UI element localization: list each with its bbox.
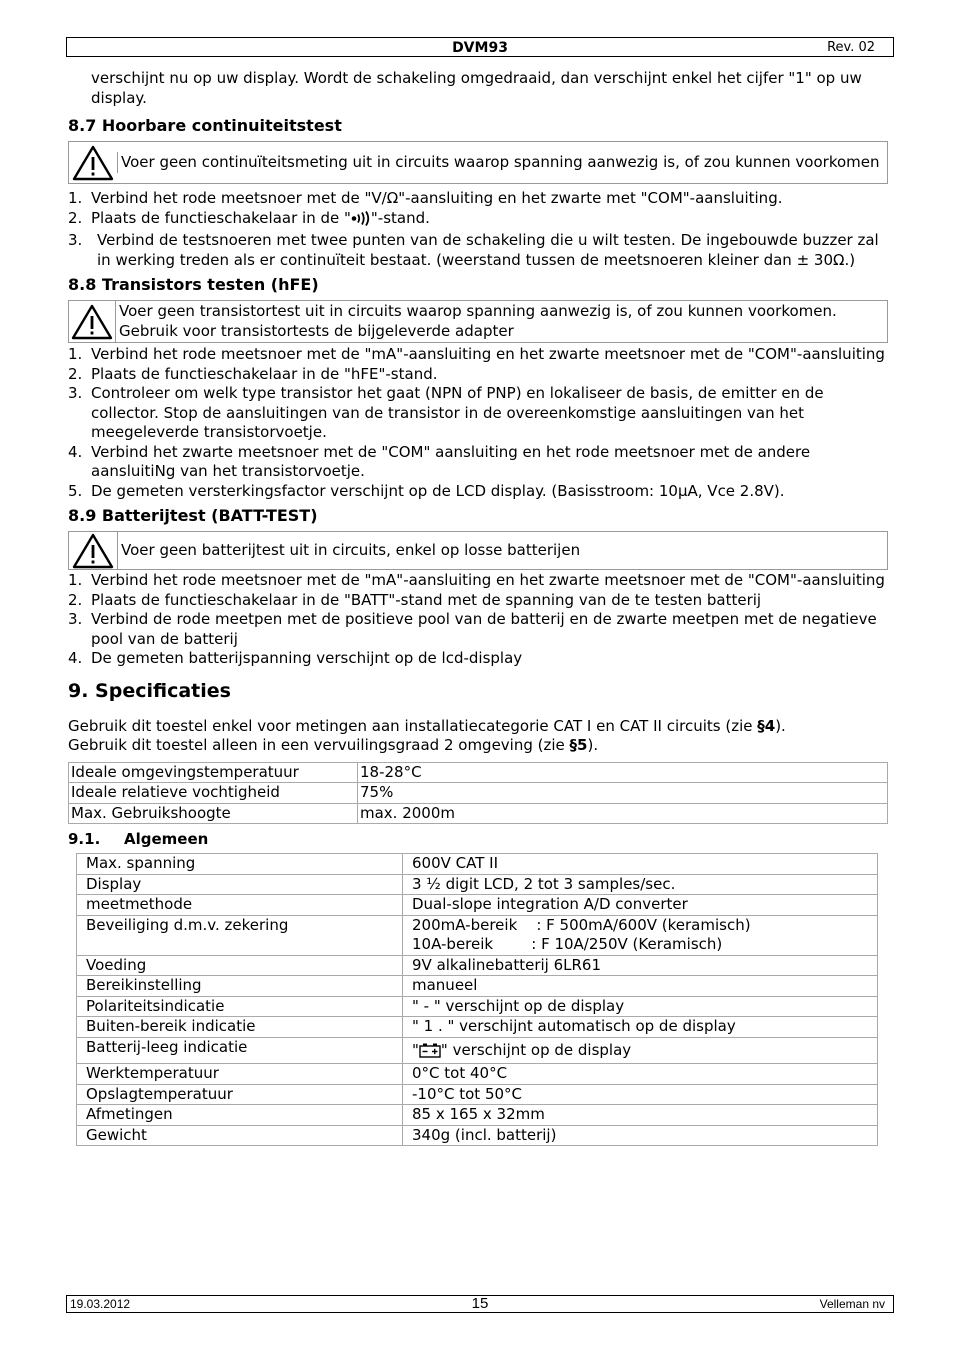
table-row [77,976,878,997]
list-item: 2. Plaats de functieschakelaar in de "BATT"-stand met de spanning van de te testen batterij [68,590,762,609]
table-row [77,955,878,976]
section-8-8-heading: 8.8 Transistors testen (hFE) [68,275,319,294]
section-8-9-heading: 8.9 Batterijtest (BATT-TEST) [68,506,318,525]
warning-triangle-icon [69,144,117,182]
spec-paragraph-2: Gebruik dit toestel alleen in een vervuilingsgraad 2 omgeving (zie §5). [68,736,599,754]
warning-box-continuity [68,141,888,184]
section-reference: §4 [757,716,776,735]
table-row [77,1017,878,1038]
table-row [77,915,878,955]
list-item: 1. Verbind het rode meetsnoer met de "V/Ω"-aansluiting en het zwarte met "COM"-aansluiting. [68,189,783,207]
table-cell: Ideale relatieve vochtigheid [69,783,358,804]
list-item: 3. Verbind de rode meetpen met de positieve pool van de batterij en de zwarte meetpen met de negatieve pool van de batterij [68,610,877,648]
table-row [69,762,888,783]
list-item: 2. Plaats de functieschakelaar in de "hFE"-stand. [68,364,438,383]
document-title: DVM93 [452,40,508,56]
table-cell: 18-28°C [358,762,888,783]
table-row [77,874,878,895]
table-cell: 75% [358,783,888,804]
footer-company: Velleman nv [819,1297,885,1311]
table-row [77,1037,878,1064]
table-cell: manueel [403,976,878,997]
table-cell: 0°C tot 40°C [403,1064,878,1085]
list-item: 2. Plaats de functieschakelaar in de " "-stand. [68,209,888,232]
table-cell: meetmethode [77,895,403,916]
continuity-steps [68,189,888,270]
table-cell: Gewicht [77,1125,403,1146]
table-cell: Voeding [77,955,403,976]
table-row [77,1084,878,1105]
list-item: 3. Controleer om welk type transistor het gaat (NPN of PNP) en lokaliseer de basis, de emitter en de collector. Stop de aansluitingen van de transistor in de overeenkomstige aansluitingen van het meegeleverde transistorvoetje. [68,384,824,441]
table-cell: Display [77,874,403,895]
table-cell: Max. Gebruikshoogte [69,803,358,824]
table-cell: Bereikinstelling [77,976,403,997]
table-cell: 9V alkalinebatterij 6LR61 [403,955,878,976]
warning-triangle-icon [69,303,115,341]
table-cell: Polariteitsindicatie [77,996,403,1017]
table-cell: 3 ½ digit LCD, 2 tot 3 samples/sec. [403,874,878,895]
page-footer [66,1295,894,1313]
list-item: 1. Verbind het rode meetsnoer met de "mA"-aansluiting en het zwarte meetsnoer met de "COM"-aansluiting [68,345,885,363]
warning-text: Voer geen transistortest uit in circuits waarop spanning aanwezig is, of zou kunnen voorkomen. Gebruik voor transistortests de bijgeleverde adapter [115,301,887,342]
page-number: 15 [471,1295,489,1312]
general-spec-table [76,853,878,1146]
table-cell: " - " verschijnt op de display [403,996,878,1017]
table-row [77,1064,878,1085]
table-cell: Buiten-bereik indicatie [77,1017,403,1038]
table-cell: 200mA-bereik : F 500mA/600V (keramisch) 10A-bereik : F 10A/250V (Keramisch) [403,915,878,955]
table-cell: 85 x 165 x 32mm [403,1105,878,1126]
table-cell: Batterij-leeg indicatie [77,1037,403,1064]
warning-triangle-icon [69,532,117,570]
list-item: 1. Verbind het rode meetsnoer met de "mA"-aansluiting en het zwarte meetsnoer met de "COM"-aansluiting [68,571,885,589]
table-cell: Ideale omgevingstemperatuur [69,762,358,783]
table-row [77,895,878,916]
table-cell: Max. spanning [77,854,403,875]
table-row [77,1125,878,1146]
section-8-7-heading: 8.7 Hoorbare continuiteitstest [68,116,342,135]
table-cell: Werktemperatuur [77,1064,403,1085]
table-cell: Afmetingen [77,1105,403,1126]
table-cell: Opslagtemperatuur [77,1084,403,1105]
battery-icon [419,1043,441,1064]
table-cell: Beveiliging d.m.v. zekering [77,915,403,955]
list-item: 3. Verbind de testsnoeren met twee punten van de schakeling die u wilt testen. De ingebouwde buzzer zal in werking treden als er continuïteit bestaat. (weerstand tussen de meetsnoeren kleiner dan ± 30Ω.) [68,231,879,269]
footer-date: 19.03.2012 [70,1297,131,1311]
transistor-steps [68,345,888,501]
table-cell: 600V CAT II [403,854,878,875]
table-cell: " 1 . " verschijnt automatisch op de display [403,1017,878,1038]
table-row [69,803,888,824]
warning-text: Voer geen continuïteitsmeting uit in circuits waarop spanning aanwezig is, of zou kunnen voorkomen [117,152,887,174]
list-item: 5. De gemeten versterkingsfactor verschijnt op de LCD display. (Basisstroom: 10µA, Vce 2.8V). [68,481,785,500]
spec-paragraph-1: Gebruik dit toestel enkel voor metingen aan installatiecategorie CAT I en CAT II circuits (zie §4). [68,716,786,735]
environment-table [68,762,888,825]
sound-wave-icon [351,211,371,232]
main-content [68,69,888,1146]
section-9-heading: 9. Specificaties [68,679,231,702]
table-row [77,1105,878,1126]
warning-box-battery [68,531,888,570]
table-cell: Dual-slope integration A/D converter [403,895,878,916]
table-row [69,783,888,804]
warning-text: Voer geen batterijtest uit in circuits, enkel op losse batterijen [117,532,887,569]
table-row [77,854,878,875]
table-cell: max. 2000m [358,803,888,824]
table-cell: 340g (incl. batterij) [403,1125,878,1146]
table-row [77,996,878,1017]
list-item: 4. De gemeten batterijspanning verschijnt op de lcd-display [68,649,523,667]
revision-label: Rev. 02 [827,40,875,55]
page-header [66,37,894,57]
battery-steps [68,571,888,669]
table-cell: -10°C tot 50°C [403,1084,878,1105]
table-cell: " " verschijnt op de display [403,1037,878,1064]
section-reference: §5 [569,736,588,754]
warning-box-transistor [68,300,888,343]
list-item: 4. Verbind het zwarte meetsnoer met de "COM" aansluiting en het rode meetsnoer met de andere aansluitiNg van het transistorvoetje. [68,442,811,480]
section-9-1-heading: 9.1. Algemeen [68,830,209,848]
intro-paragraph: verschijnt nu op uw display. Wordt de schakeling omgedraaid, dan verschijnt enkel het cijfer "1" op uw display. [91,69,862,107]
